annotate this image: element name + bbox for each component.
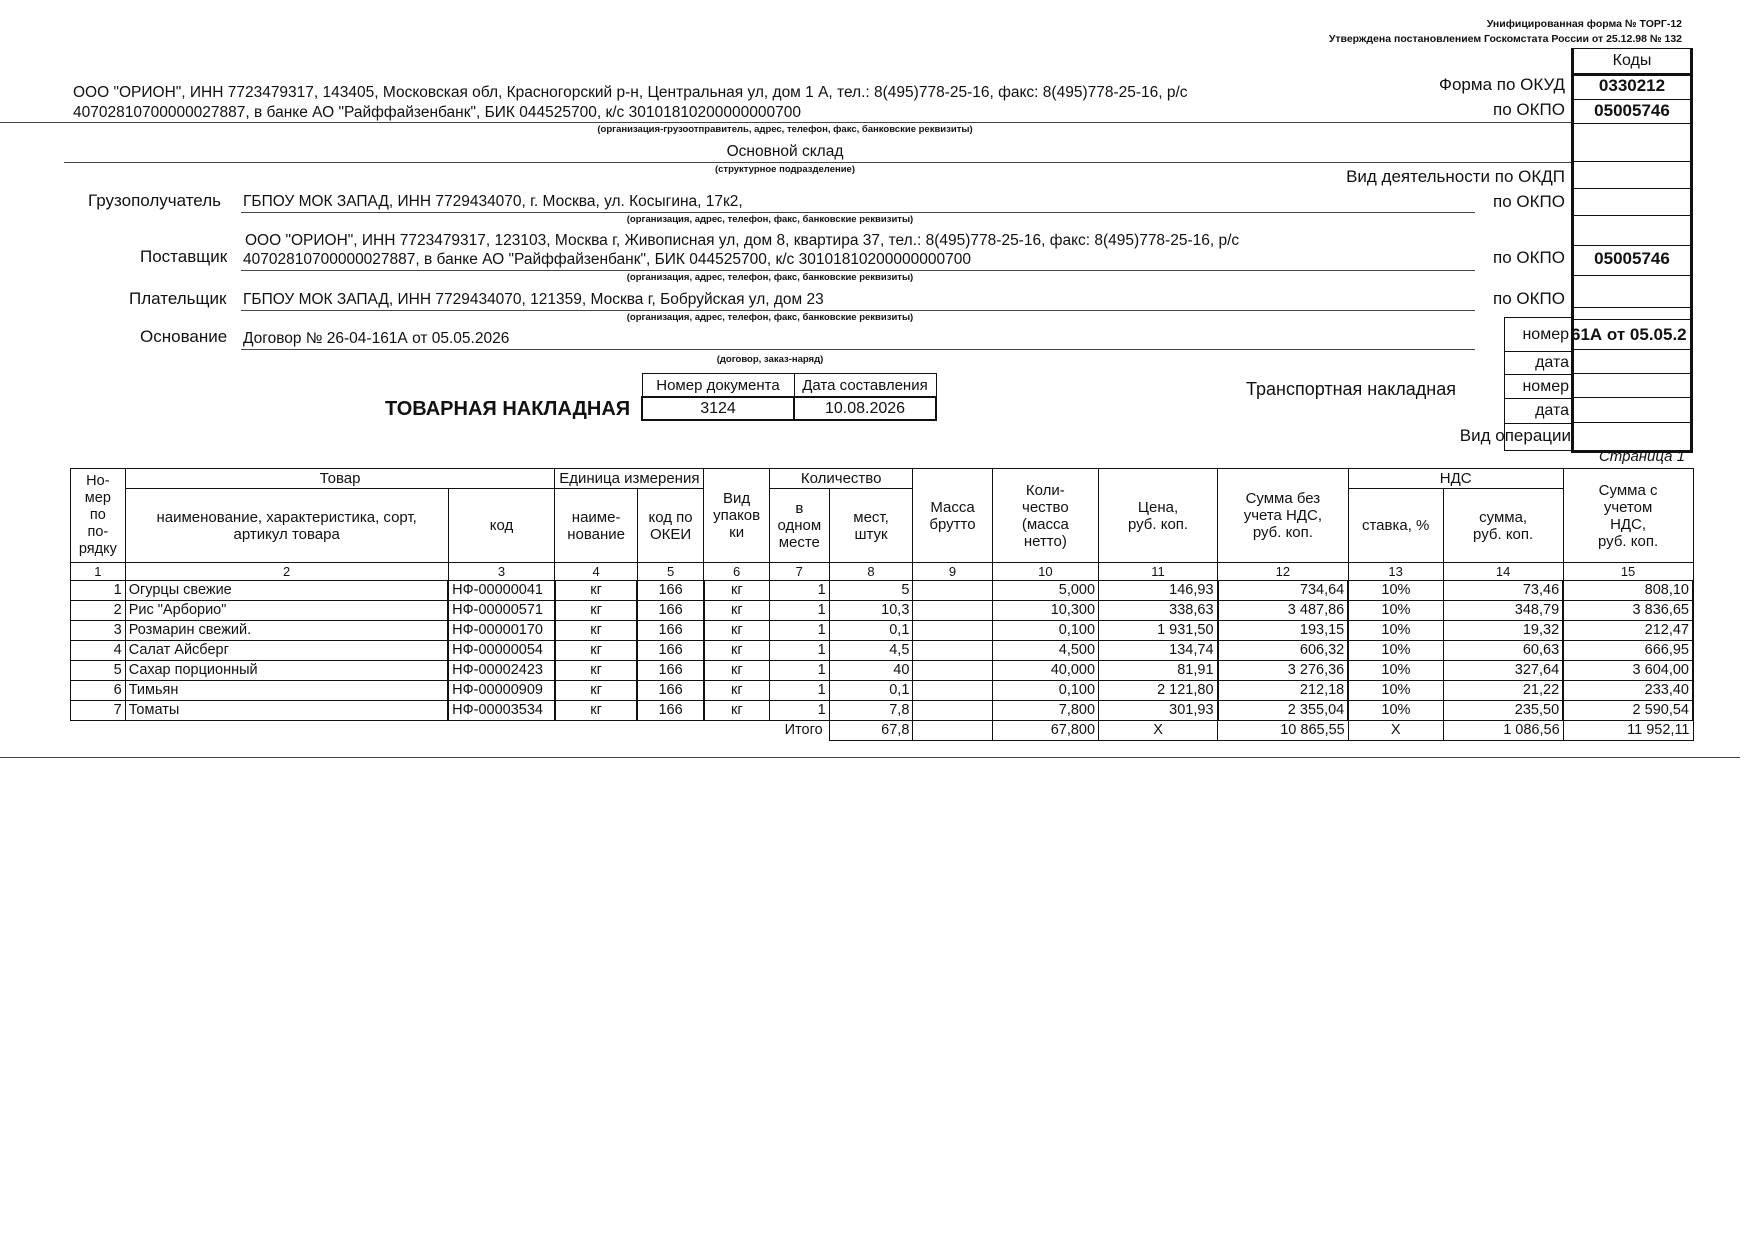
totals-vat-rate: Х <box>1348 721 1443 741</box>
cell-net-mass: 5,000 <box>992 581 1098 601</box>
okud-label: Форма по ОКУД <box>1439 75 1565 94</box>
header-goods: Товар <box>125 469 555 489</box>
cell-net-mass: 7,800 <box>992 701 1098 721</box>
header-vat: НДС <box>1348 469 1563 489</box>
cell-gross-mass <box>913 621 992 641</box>
cell-row-number: 2 <box>71 601 126 621</box>
cell-vat-rate: 10% <box>1348 681 1443 701</box>
cell-unit-name: кг <box>555 581 637 601</box>
cell-unit-okei: 166 <box>637 701 703 721</box>
header-sum-with-vat: Сумма с учетом НДС, руб. коп. <box>1563 469 1693 563</box>
okdp-label: Вид деятельности по ОКДП <box>1346 167 1565 186</box>
cell-qty-one-place: 1 <box>769 601 829 621</box>
cell-price: 1 931,50 <box>1099 621 1218 641</box>
header-qty-places: мест, штук <box>829 489 913 563</box>
cell-sum-with-vat: 2 590,54 <box>1563 701 1693 721</box>
cell-row-number: 7 <box>71 701 126 721</box>
cell-sum-without-vat: 734,64 <box>1218 581 1349 601</box>
cell-vat-sum: 235,50 <box>1443 701 1563 721</box>
header-gross-mass: Масса брутто <box>913 469 992 563</box>
cell-gross-mass <box>913 601 992 621</box>
table-row <box>71 641 1694 661</box>
cell-vat-sum: 73,46 <box>1443 581 1563 601</box>
cell-vat-rate: 10% <box>1348 701 1443 721</box>
column-number: 12 <box>1218 563 1349 581</box>
department-value: Основной склад <box>726 143 844 160</box>
cell-item-code: НФ-00000054 <box>448 641 555 661</box>
header-vat-rate: ставка, % <box>1348 489 1443 563</box>
cell-qty-places: 4,5 <box>829 641 913 661</box>
cell-item-name: Розмарин свежий. <box>125 621 448 641</box>
header-vat-sum: сумма, руб. коп. <box>1443 489 1563 563</box>
payer-caption: (организация, адрес, телефон, факс, банковские реквизиты) <box>626 312 914 323</box>
totals-row <box>71 721 1694 741</box>
cell-sum-without-vat: 3 276,36 <box>1218 661 1349 681</box>
cell-sum-without-vat: 193,15 <box>1218 621 1349 641</box>
form-approval-label: Утверждена постановлением Госкомстата России от 25.12.98 № 132 <box>1328 33 1682 45</box>
totals-price: Х <box>1099 721 1218 741</box>
codes-title: Коды <box>1612 52 1652 69</box>
cell-vat-rate: 10% <box>1348 601 1443 621</box>
column-number: 8 <box>829 563 913 581</box>
basis-number-value: 61А от 05.05.2 <box>1571 325 1687 344</box>
basis-number-label: номер <box>1522 326 1569 343</box>
cell-vat-sum: 19,32 <box>1443 621 1563 641</box>
cell-item-code: НФ-00002423 <box>448 661 555 681</box>
supplier-caption: (организация, адрес, телефон, факс, банковские реквизиты) <box>626 272 914 283</box>
cell-gross-mass <box>913 641 992 661</box>
cell-unit-okei: 166 <box>637 581 703 601</box>
basis-date-label: дата <box>1535 354 1569 371</box>
header-price: Цена, руб. коп. <box>1099 469 1218 563</box>
shipper-caption: (организация-грузоотправитель, адрес, телефон, факс, банковские реквизиты) <box>597 124 973 135</box>
cell-net-mass: 4,500 <box>992 641 1098 661</box>
header-goods-code: код <box>448 489 555 563</box>
cell-qty-places: 0,1 <box>829 681 913 701</box>
supplier-okpo-value: 05005746 <box>1594 249 1670 268</box>
cell-package-type: кг <box>704 701 770 721</box>
cell-vat-rate: 10% <box>1348 661 1443 681</box>
cell-gross-mass <box>913 581 992 601</box>
header-goods-name: наименование, характеристика, сорт, артикул товара <box>125 489 448 563</box>
cell-sum-without-vat: 3 487,86 <box>1218 601 1349 621</box>
header-unit-name: наиме- нование <box>555 489 637 563</box>
column-number: 15 <box>1563 563 1693 581</box>
cell-vat-rate: 10% <box>1348 641 1443 661</box>
cell-unit-name: кг <box>555 681 637 701</box>
supplier-label: Поставщик <box>140 247 228 266</box>
cell-qty-one-place: 1 <box>769 661 829 681</box>
cell-price: 81,91 <box>1099 661 1218 681</box>
table-row <box>71 661 1694 681</box>
cell-qty-places: 40 <box>829 661 913 681</box>
cell-sum-with-vat: 212,47 <box>1563 621 1693 641</box>
totals-sum-with-vat: 11 952,11 <box>1563 721 1693 741</box>
goods-table <box>70 468 1694 741</box>
totals-sum-without-vat: 10 865,55 <box>1218 721 1349 741</box>
cell-vat-sum: 21,22 <box>1443 681 1563 701</box>
cell-vat-rate: 10% <box>1348 621 1443 641</box>
cell-item-code: НФ-00000909 <box>448 681 555 701</box>
cell-item-name: Сахар порционный <box>125 661 448 681</box>
cell-qty-one-place: 1 <box>769 581 829 601</box>
cell-unit-name: кг <box>555 601 637 621</box>
codes-column <box>1571 48 1693 453</box>
cell-sum-with-vat: 3 836,65 <box>1563 601 1693 621</box>
payer-okpo-label: по ОКПО <box>1493 289 1565 308</box>
column-number: 1 <box>71 563 126 581</box>
supplier-line-1: ООО "ОРИОН", ИНН 7723479317, 123103, Москва г, Живописная ул, дом 8, квартира 37, тел.: 8(495)778-25-16, факс: 8(495)778-25-16, р/с <box>245 232 1240 249</box>
cell-sum-with-vat: 666,95 <box>1563 641 1693 661</box>
cell-qty-one-place: 1 <box>769 641 829 661</box>
column-number: 6 <box>704 563 770 581</box>
form-unified-label: Унифицированная форма № ТОРГ-12 <box>1486 18 1682 30</box>
cell-package-type: кг <box>704 581 770 601</box>
supplier-line-2: 40702810700000027887, в банке АО "Райффайзенбанк", БИК 044525700, к/с 30101810200000000700 <box>243 251 972 268</box>
cell-gross-mass <box>913 661 992 681</box>
supplier-okpo-label: по ОКПО <box>1493 248 1565 267</box>
cell-item-name: Салат Айсберг <box>125 641 448 661</box>
header-unit-okei: код по ОКЕИ <box>637 489 703 563</box>
basis-label: Основание <box>140 327 228 346</box>
cell-price: 134,74 <box>1099 641 1218 661</box>
cell-package-type: кг <box>704 601 770 621</box>
cell-sum-with-vat: 233,40 <box>1563 681 1693 701</box>
cell-unit-okei: 166 <box>637 621 703 641</box>
shipper-line-2: 40702810700000027887, в банке АО "Райффайзенбанк", БИК 044525700, к/с 30101810200000000700 <box>73 104 802 121</box>
cell-sum-with-vat: 808,10 <box>1563 581 1693 601</box>
header-package: Вид упаков ки <box>704 469 770 563</box>
cell-unit-okei: 166 <box>637 661 703 681</box>
header-quantity: Количество <box>769 469 912 489</box>
cell-package-type: кг <box>704 661 770 681</box>
column-number: 9 <box>913 563 992 581</box>
cell-sum-without-vat: 2 355,04 <box>1218 701 1349 721</box>
document-number-label: Номер документа <box>642 374 794 398</box>
cell-unit-okei: 166 <box>637 641 703 661</box>
cell-item-name: Рис "Арборио" <box>125 601 448 621</box>
transport-waybill-label: Транспортная накладная <box>1246 379 1457 399</box>
cell-row-number: 3 <box>71 621 126 641</box>
cell-unit-name: кг <box>555 661 637 681</box>
table-row <box>71 701 1694 721</box>
cell-package-type: кг <box>704 621 770 641</box>
department-caption: (структурное подразделение) <box>714 164 856 175</box>
header-unit: Единица измерения <box>555 469 704 489</box>
cell-price: 301,93 <box>1099 701 1218 721</box>
okpo-label: по ОКПО <box>1493 100 1565 119</box>
column-number: 10 <box>992 563 1098 581</box>
column-number: 13 <box>1348 563 1443 581</box>
header-net-mass: Коли- чество (масса нетто) <box>992 469 1098 563</box>
table-row <box>71 681 1694 701</box>
page-number-label: Страница 1 <box>1598 448 1685 465</box>
column-number: 5 <box>637 563 703 581</box>
column-number: 4 <box>555 563 637 581</box>
cell-row-number: 4 <box>71 641 126 661</box>
cell-qty-places: 5 <box>829 581 913 601</box>
shipper-line-1: ООО "ОРИОН", ИНН 7723479317, 143405, Московская обл, Красногорский р-н, Центральная ул, дом 1 А, тел.: 8(495)778-25-16, факс: 8(495)778-25-16, р/с <box>73 84 1188 101</box>
cell-package-type: кг <box>704 641 770 661</box>
column-number: 2 <box>125 563 448 581</box>
header-sum-without-vat: Сумма без учета НДС, руб. коп. <box>1218 469 1349 563</box>
document-number-value: 3124 <box>642 397 794 420</box>
payer-label: Плательщик <box>129 289 227 308</box>
document-date-value: 10.08.2026 <box>794 397 936 420</box>
cell-item-code: НФ-00000041 <box>448 581 555 601</box>
cell-unit-okei: 166 <box>637 601 703 621</box>
cell-package-type: кг <box>704 681 770 701</box>
cell-gross-mass <box>913 701 992 721</box>
consignee-value: ГБПОУ МОК ЗАПАД, ИНН 7729434070, г. Москва, ул. Косыгина, 17к2, <box>243 193 743 210</box>
header-row-number: Но- мер по по- рядку <box>71 469 126 563</box>
cell-unit-name: кг <box>555 641 637 661</box>
okpo-code-value: 05005746 <box>1594 101 1670 120</box>
consignee-caption: (организация, адрес, телефон, факс, банковские реквизиты) <box>626 214 914 225</box>
cell-qty-one-place: 1 <box>769 621 829 641</box>
cell-vat-sum: 327,64 <box>1443 661 1563 681</box>
cell-qty-places: 10,3 <box>829 601 913 621</box>
cell-row-number: 6 <box>71 681 126 701</box>
table-row <box>71 621 1694 641</box>
cell-vat-sum: 60,63 <box>1443 641 1563 661</box>
table-row <box>71 581 1694 601</box>
transport-number-label: номер <box>1522 378 1569 395</box>
cell-qty-one-place: 1 <box>769 681 829 701</box>
cell-unit-okei: 166 <box>637 681 703 701</box>
cell-price: 2 121,80 <box>1099 681 1218 701</box>
column-number: 14 <box>1443 563 1563 581</box>
operation-type-label: Вид операции <box>1459 426 1571 445</box>
cell-item-name: Огурцы свежие <box>125 581 448 601</box>
document-title: ТОВАРНАЯ НАКЛАДНАЯ <box>385 398 631 420</box>
cell-item-name: Томаты <box>125 701 448 721</box>
cell-sum-with-vat: 3 604,00 <box>1563 661 1693 681</box>
header-qty-one-place: в одном месте <box>769 489 829 563</box>
cell-vat-sum: 348,79 <box>1443 601 1563 621</box>
cell-unit-name: кг <box>555 701 637 721</box>
column-number: 3 <box>448 563 555 581</box>
payer-value: ГБПОУ МОК ЗАПАД, ИНН 7729434070, 121359, Москва г, Бобруйская ул, дом 23 <box>243 291 824 308</box>
cell-net-mass: 0,100 <box>992 681 1098 701</box>
cell-row-number: 1 <box>71 581 126 601</box>
document-number-date-table <box>641 373 937 421</box>
totals-label: Итого <box>784 722 823 739</box>
cell-net-mass: 10,300 <box>992 601 1098 621</box>
cell-gross-mass <box>913 681 992 701</box>
column-numbers-row <box>71 563 1694 581</box>
transport-date-label: дата <box>1535 402 1569 419</box>
column-number: 11 <box>1099 563 1218 581</box>
cell-unit-name: кг <box>555 621 637 641</box>
cell-net-mass: 0,100 <box>992 621 1098 641</box>
basis-value: Договор № 26-04-161А от 05.05.2026 <box>243 330 510 347</box>
table-row <box>71 601 1694 621</box>
cell-sum-without-vat: 606,32 <box>1218 641 1349 661</box>
document-date-label: Дата составления <box>794 374 936 398</box>
cell-price: 146,93 <box>1099 581 1218 601</box>
cell-item-code: НФ-00000571 <box>448 601 555 621</box>
cell-qty-one-place: 1 <box>769 701 829 721</box>
okud-code-value: 0330212 <box>1598 76 1666 95</box>
cell-sum-without-vat: 212,18 <box>1218 681 1349 701</box>
consignee-okpo-label: по ОКПО <box>1493 192 1565 211</box>
totals-net: 67,800 <box>992 721 1098 741</box>
column-number: 7 <box>769 563 829 581</box>
totals-places: 67,8 <box>829 721 913 741</box>
cell-qty-places: 7,8 <box>829 701 913 721</box>
cell-item-code: НФ-00000170 <box>448 621 555 641</box>
totals-gross <box>913 721 992 741</box>
cell-item-code: НФ-00003534 <box>448 701 555 721</box>
cell-row-number: 5 <box>71 661 126 681</box>
totals-vat-sum: 1 086,56 <box>1443 721 1563 741</box>
cell-net-mass: 40,000 <box>992 661 1098 681</box>
basis-caption: (договор, заказ-наряд) <box>716 354 824 365</box>
consignee-label: Грузополучатель <box>88 191 221 210</box>
cell-qty-places: 0,1 <box>829 621 913 641</box>
cell-price: 338,63 <box>1099 601 1218 621</box>
cell-vat-rate: 10% <box>1348 581 1443 601</box>
cell-item-name: Тимьян <box>125 681 448 701</box>
